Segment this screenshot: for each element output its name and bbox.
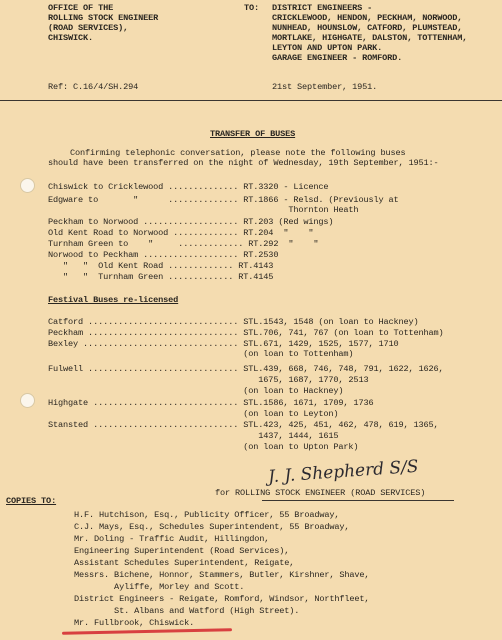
header-rule: [0, 100, 502, 101]
copy-recipient: Messrs. Bichene, Honnor, Stammers, Butler, Kirshner, Shave,: [74, 570, 370, 580]
to-label: TO:: [244, 3, 260, 13]
transfer-row: Turnham Green to " ............. RT.292 " ": [48, 239, 319, 249]
copy-recipient: Ayliffe, Morley and Scott.: [74, 582, 245, 592]
festival-row: (on loan to Hackney): [48, 386, 344, 396]
handwritten-signature: J. J. Shepherd S/S: [267, 456, 420, 488]
festival-row: Catford .............................. STL.1543, 1548 (on loan to Hackney): [48, 317, 419, 327]
date: 21st September, 1951.: [272, 82, 378, 92]
transfer-row: " " Turnham Green ............. RT.4145: [48, 272, 274, 282]
transfer-row: " " Old Kent Road ............. RT.4143: [48, 261, 274, 271]
copy-recipient: Engineering Superintendent (Road Services),: [74, 546, 290, 556]
copies-label: COPIES TO:: [6, 496, 57, 506]
copy-recipient: H.F. Hutchison, Esq., Publicity Officer, 55 Broadway,: [74, 510, 340, 520]
transfer-row: Peckham to Norwood ................... RT.203 (Red wings): [48, 217, 334, 227]
festival-row: 1437, 1444, 1615: [48, 431, 339, 441]
festival-row: Peckham .............................. STL.706, 741, 767 (on loan to Tottenham): [48, 328, 444, 338]
festival-heading: Festival Buses re-licensed: [48, 295, 179, 305]
festival-row: (on loan to Leyton): [48, 409, 339, 419]
festival-row: Highgate ............................. STL.1586, 1671, 1709, 1736: [48, 398, 374, 408]
to-line: CRICKLEWOOD, HENDON, PECKHAM, NORWOOD,: [272, 13, 463, 23]
copy-recipient: Mr. Doling - Traffic Audit, Hillingdon,: [74, 534, 270, 544]
punch-hole: [20, 393, 35, 408]
transfer-row: Norwood to Peckham ................... RT.2530: [48, 250, 279, 260]
to-line: NUNHEAD, HOUNSLOW, CATFORD, PLUMSTEAD,: [272, 23, 463, 33]
festival-row: Fulwell .............................. STL.439, 668, 746, 748, 791, 1622, 1626,: [48, 364, 444, 374]
transfer-row: Chiswick to Cricklewood .............. RT.3320 - Licence: [48, 182, 329, 192]
copy-recipient: District Engineers - Reigate, Romford, Windsor, Northfleet,: [74, 594, 370, 604]
to-line: GARAGE ENGINEER - ROMFORD.: [272, 53, 403, 63]
intro-line: should have been transferred on the night of Wednesday, 19th September, 1951:-: [48, 158, 439, 168]
copy-recipient: St. Albans and Watford (High Street).: [74, 606, 300, 616]
copy-recipient: C.J. Mays, Esq., Schedules Superintendent, 55 Broadway,: [74, 522, 350, 532]
copy-recipient: Mr. Fullbrook, Chiswick.: [74, 618, 195, 628]
red-pencil-underline: [62, 628, 232, 635]
from-line: ROLLING STOCK ENGINEER: [48, 13, 159, 23]
from-line: OFFICE OF THE: [48, 3, 114, 13]
festival-row: Stansted ............................. STL.423, 425, 451, 462, 478, 619, 1365,: [48, 420, 439, 430]
to-line: LEYTON AND UPTON PARK.: [272, 43, 383, 53]
to-line: DISTRICT ENGINEERS -: [272, 3, 373, 13]
signed-for: for ROLLING STOCK ENGINEER (ROAD SERVICES): [215, 488, 426, 498]
festival-row: (on loan to Upton Park): [48, 442, 359, 452]
to-line: MORTLAKE, HIGHGATE, DALSTON, TOTTENHAM,: [272, 33, 468, 43]
from-line: CHISWICK.: [48, 33, 94, 43]
signature-rule: [262, 500, 454, 501]
intro-line: Confirming telephonic conversation, please note the following buses: [70, 148, 406, 158]
transfer-row: Old Kent Road to Norwood ............. RT.204 " ": [48, 228, 314, 238]
transfer-row: Thornton Heath: [48, 205, 359, 215]
festival-row: Bexley ............................... STL.671, 1429, 1525, 1577, 1710: [48, 339, 399, 349]
from-line: (ROAD SERVICES),: [48, 23, 129, 33]
festival-row: (on loan to Tottenham): [48, 349, 354, 359]
festival-row: 1675, 1687, 1770, 2513: [48, 375, 369, 385]
reference: Ref: C.16/4/SH.294: [48, 82, 139, 92]
punch-hole: [20, 178, 35, 193]
copy-recipient: Assistant Schedules Superintendent, Reigate,: [74, 558, 295, 568]
transfer-row: Edgware to " .............. RT.1866 - Relsd. (Previously at: [48, 195, 399, 205]
title: TRANSFER OF BUSES: [210, 129, 296, 139]
